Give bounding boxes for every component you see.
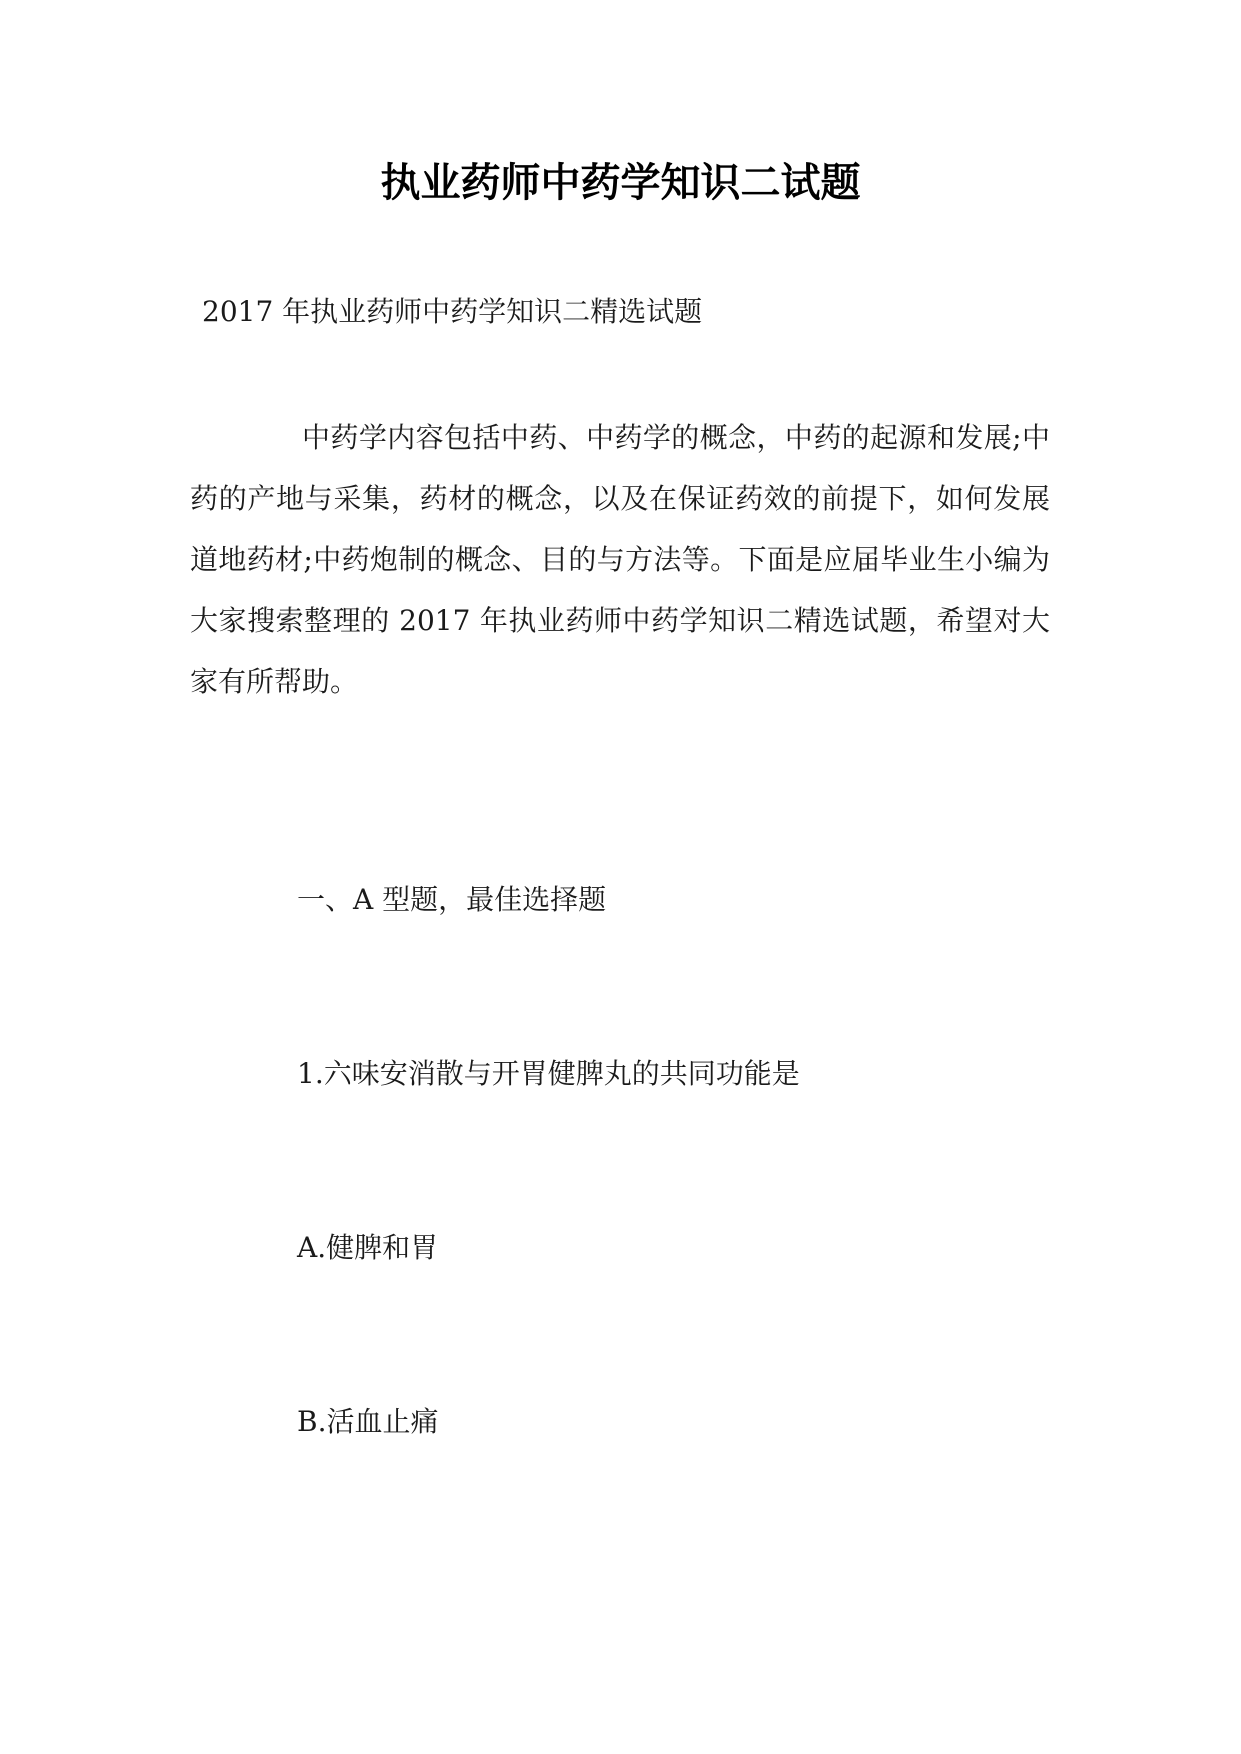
document-subtitle: 2017 年执业药师中药学知识二精选试题 bbox=[202, 295, 703, 328]
answer-option-b: B.活血止痛 bbox=[297, 1405, 439, 1438]
intro-paragraph: 中药学内容包括中药、中药学的概念，中药的起源和发展;中药的产地与采集，药材的概念，以及在保证药效的前提下，如何发展道地药材;中药炮制的概念、目的与方法等。下面是应届毕业生小编为大家搜索整理的 2017 年执业药师中药学知识二精选试题，希望对大家有所帮助。 bbox=[190, 421, 1050, 698]
document-title: 执业药师中药学知识二试题 bbox=[380, 160, 861, 206]
answer-option-a: A.健脾和胃 bbox=[297, 1231, 439, 1264]
section-heading: 一、A 型题，最佳选择题 bbox=[297, 883, 607, 916]
question-stem: 1.六味安消散与开胃健脾丸的共同功能是 bbox=[297, 1057, 800, 1090]
